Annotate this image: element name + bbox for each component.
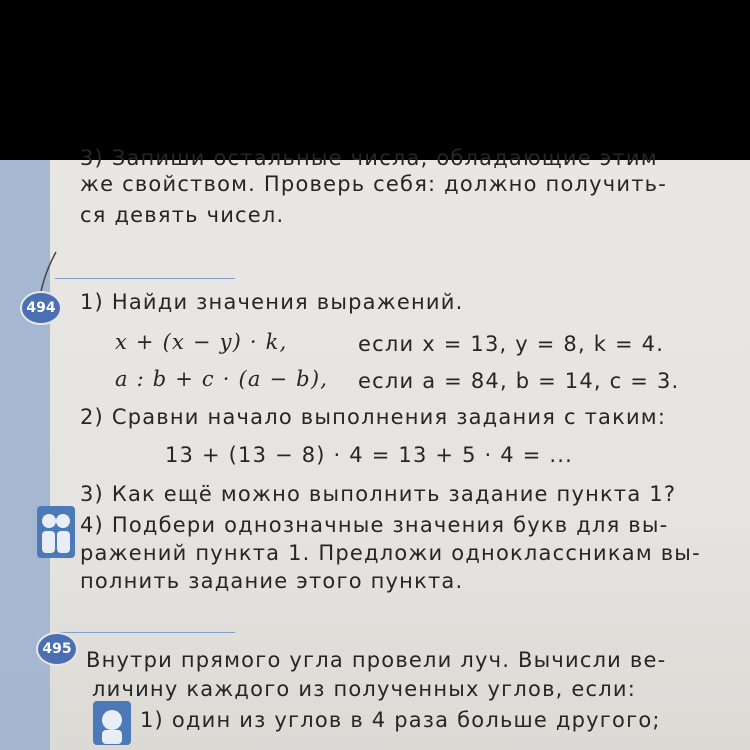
task-494-number: 494 [22, 293, 60, 323]
task-495-line3: 1) один из углов в 4 раза больше другого; [140, 708, 661, 732]
task-494-q2: 2) Сравни начало выполнения задания с таким: [80, 405, 667, 429]
task-495-line2: личину каждого из полученных углов, если: [92, 677, 637, 701]
textbook-page [0, 146, 750, 750]
task-495-line1: Внутри прямого угла провели луч. Вычисли ве- [86, 648, 667, 672]
prev-task-line-2: ся девять чисел. [80, 203, 285, 227]
task-494-q4-line2: ражений пункта 1. Предложи одноклассникам вы- [80, 541, 701, 565]
task-494-q2-expr: 13 + (13 − 8) · 4 = 13 + 5 · 4 = ... [165, 443, 574, 467]
task-495-rule [55, 632, 235, 633]
task-495-number: 495 [38, 634, 76, 664]
task-494-q4-line3: полнить задание этого пункта. [80, 569, 464, 593]
task-494-q1: 1) Найди значения выражений. [80, 290, 464, 314]
task-494-q4-line1: 4) Подбери однозначные значения букв для вы- [80, 513, 669, 537]
task-494-expr2: a : b + c · (a − b), [115, 367, 329, 391]
task-494-expr1: x + (x − y) · k, [115, 330, 288, 354]
prev-task-line-0: 3) Запиши остальные числа, обладающие этим [80, 146, 658, 170]
prev-task-line-1: же свойством. Проверь себя: должно получить- [80, 172, 668, 196]
task-494-q3: 3) Как ещё можно выполнить задание пункта 1? [80, 482, 677, 506]
think-icon [92, 700, 132, 746]
pair-work-icon [36, 505, 76, 559]
task-494-cond2: если a = 84, b = 14, c = 3. [358, 369, 680, 393]
task-494-rule [55, 278, 235, 279]
task-494-cond1: если x = 13, y = 8, k = 4. [358, 332, 665, 356]
